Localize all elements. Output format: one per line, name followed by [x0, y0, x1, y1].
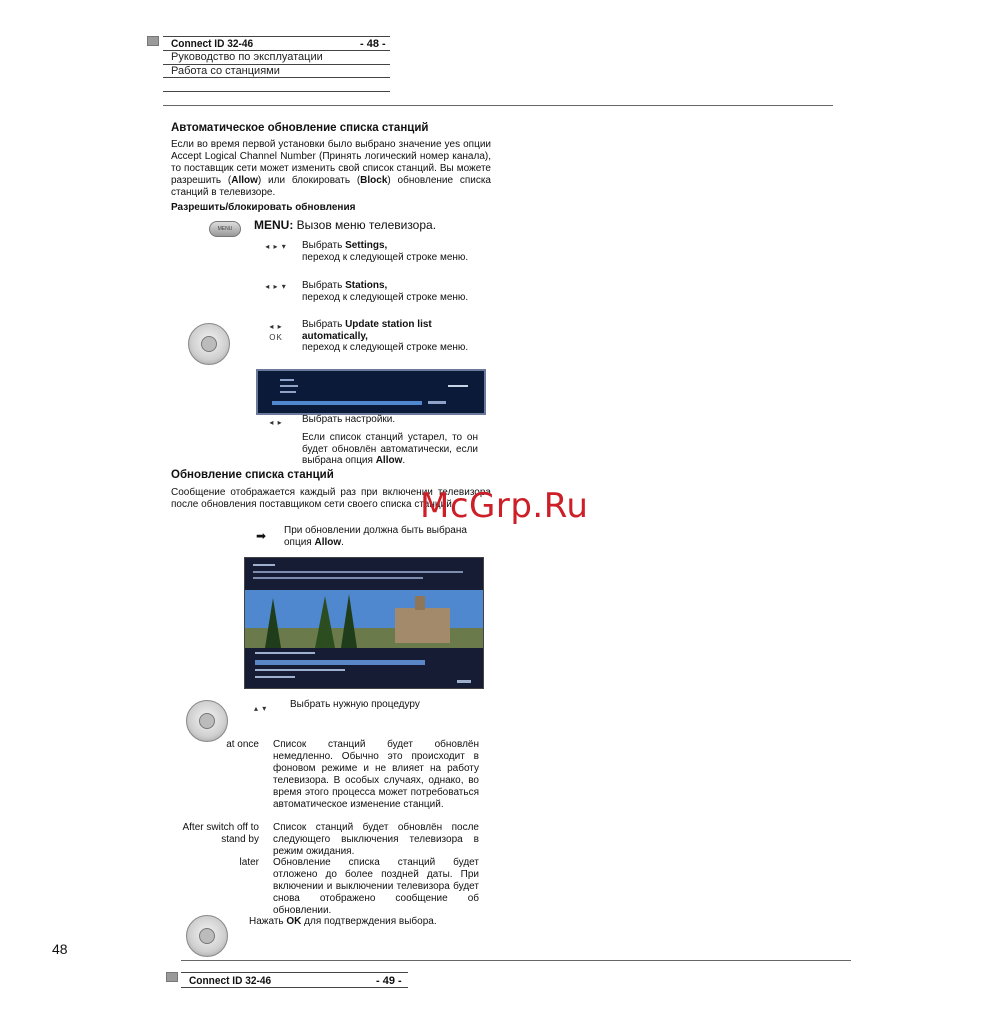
footer-square-icon	[166, 972, 178, 982]
section-heading-list-update: Обновление списка станций	[171, 469, 334, 481]
step-settings: Выбрать Settings, переход к следующей строке меню.	[302, 240, 469, 263]
remote-dpad-icon	[188, 323, 230, 365]
option-label-later: later	[239, 857, 259, 868]
tv-menu-rows	[258, 371, 484, 413]
tv-update-picture	[245, 558, 483, 688]
menu-button-icon: MENU	[209, 221, 241, 237]
remote-dpad-icon	[186, 700, 228, 742]
header-rule	[163, 91, 390, 92]
option-text-later: Обновление списка станций будет отложено до более поздней даты. При включении и выключении телевизора будет снова отображено сообщение об обновлении.	[273, 857, 479, 916]
header-title: Connect ID 32-46	[171, 38, 254, 50]
section-paragraph-auto-update: Если во время первой установки было выбрано значение yes опции Accept Logical Channel Number (Принять логический номер канала), то поставщик сети может изменить свой список станций. Вы можете разрешить (Allow) или блокировать (Block) обновление списка станций в телевизоре.	[171, 139, 491, 198]
remote-dpad-icon	[186, 915, 228, 957]
footer-rule-top	[181, 972, 408, 973]
header-subtitle-section: Работа со станциями	[171, 65, 280, 77]
arrow-keys-icon: ◂ ▸ ▾	[265, 282, 287, 291]
arrow-right-icon: ➡	[256, 529, 267, 543]
allow-note: При обновлении должна быть выбрана опция Allow.	[284, 525, 467, 548]
up-down-keys-icon: ▴ ▾	[254, 704, 268, 713]
arrow-keys-icon: ◂ ▸	[269, 418, 283, 427]
select-procedure-text: Выбрать нужную процедуру	[290, 699, 420, 710]
tv-update-message-screenshot	[244, 557, 484, 689]
footer-rule	[181, 987, 408, 988]
tv-menu-screenshot	[256, 369, 486, 415]
select-settings-text: Выбрать настройки.	[302, 414, 396, 425]
header-rule	[163, 77, 390, 78]
menu-instruction: MENU: Вызов меню телевизора.	[254, 218, 437, 232]
outdated-list-note: Если список станций устарел, то он будет обновлён автоматически, если выбрана опция Allow.	[302, 432, 478, 466]
footer-title: Connect ID 32-46	[189, 975, 272, 987]
option-text-after-standby: Список станций будет обновлён после следующего выключения телевизора в режим ожидания.	[273, 822, 479, 857]
header-page-number: - 48 -	[360, 38, 386, 50]
page-divider	[181, 960, 851, 961]
page-divider	[163, 105, 833, 106]
option-text-at-once: Список станций будет обновлён немедленно. Обычно это происходит в фоновом режиме и не влияет на работу телевизора. В особых случаях, однако, во время этого процесса может потребоваться автоматическое изменение станций.	[273, 739, 479, 810]
option-label-at-once: at once	[226, 739, 259, 750]
option-label-after-standby: After switch off to stand by	[182, 822, 259, 845]
confirm-ok-text: Нажать OK для подтверждения выбора.	[249, 916, 437, 927]
section-heading-auto-update: Автоматическое обновление списка станций	[171, 122, 429, 134]
arrow-ok-keys-icon: ◂ ▸ OK	[269, 322, 283, 342]
watermark-logo: McGrp.Ru	[420, 486, 589, 526]
arrow-keys-icon: ◂ ▸ ▾	[265, 242, 287, 251]
page-number: 48	[52, 941, 68, 957]
header-square-icon	[147, 36, 159, 46]
section-paragraph-list-update: Сообщение отображается каждый раз при включении телевизора после обновления поставщиком сети своего списка станций.	[171, 487, 491, 510]
header-rule-top	[163, 36, 390, 37]
subsection-heading-allow-block: Разрешить/блокировать обновления	[171, 202, 356, 213]
header-subtitle-manual: Руководство по эксплуатации	[171, 51, 323, 63]
step-stations: Выбрать Stations, переход к следующей строке меню.	[302, 280, 469, 303]
footer-page-number: - 49 -	[376, 975, 402, 987]
step-update-station-list: Выбрать Update station list automatically, переход к следующей строке меню.	[302, 319, 469, 353]
